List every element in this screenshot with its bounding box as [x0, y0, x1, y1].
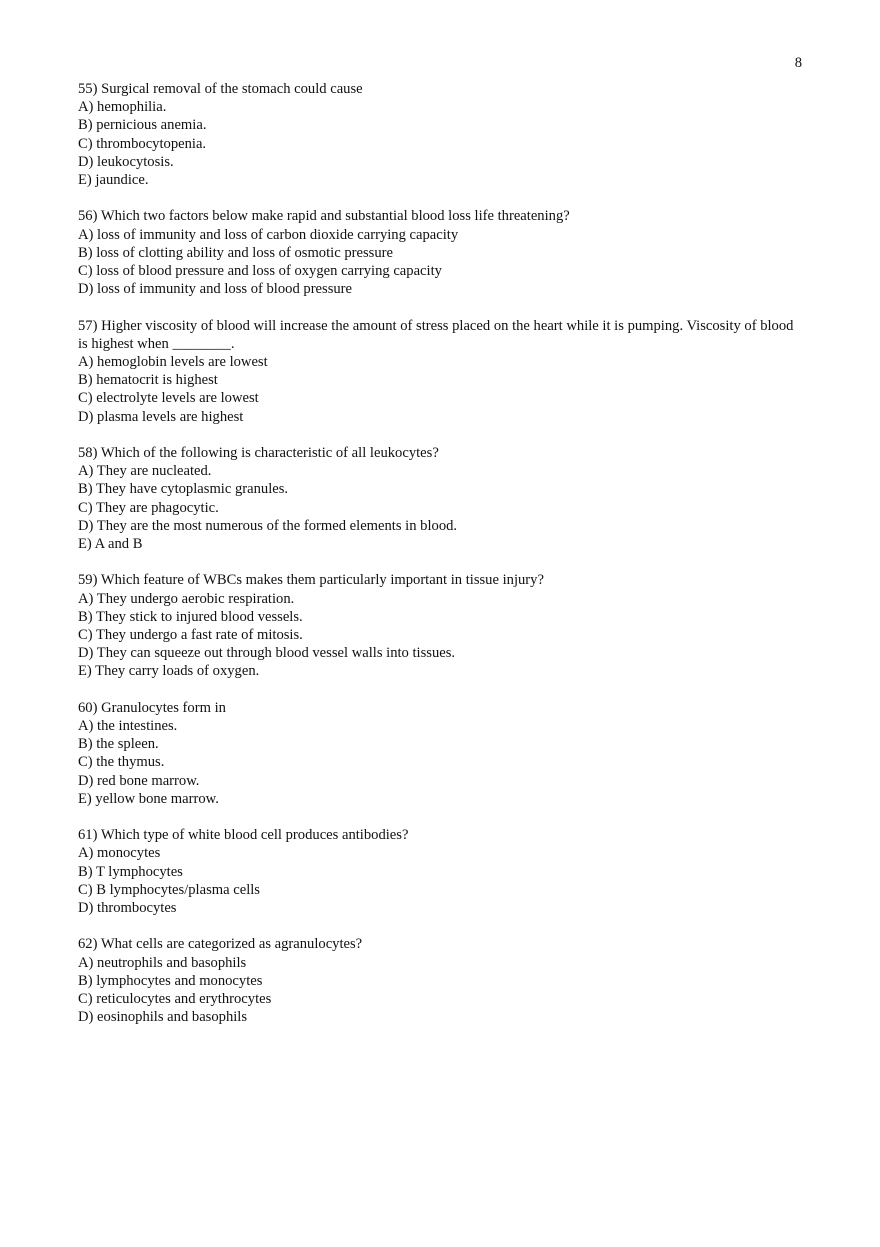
answer-option: E) yellow bone marrow.: [78, 790, 219, 807]
question-58: [78, 444, 800, 553]
answer-option: C) thrombocytopenia.: [78, 135, 207, 152]
answer-options: [78, 954, 800, 1027]
answer-option: A) monocytes: [78, 845, 161, 862]
answer-option: A) the intestines.: [78, 718, 178, 735]
answer-options: [78, 590, 800, 681]
question-stem: 55) Surgical removal of the stomach could cause: [78, 81, 363, 97]
answer-option: B) lymphocytes and monocytes: [78, 972, 263, 989]
question-60: [78, 699, 800, 808]
answer-option: B) the spleen.: [78, 736, 159, 753]
question-stem: 61) Which type of white blood cell produces antibodies?: [78, 827, 409, 844]
answer-option: B) hematocrit is highest: [78, 372, 218, 389]
answer-option: C) loss of blood pressure and loss of oxygen carrying capacity: [78, 263, 442, 280]
answer-option: B) loss of clotting ability and loss of osmotic pressure: [78, 244, 393, 261]
answer-option: D) leukocytosis.: [78, 153, 174, 170]
answer-option: D) loss of immunity and loss of blood pressure: [78, 281, 353, 298]
question-list: [78, 80, 800, 1045]
answer-option: D) They are the most numerous of the formed elements in blood.: [78, 517, 458, 534]
answer-option: E) jaundice.: [78, 172, 149, 189]
answer-options: [78, 226, 800, 299]
question-57: [78, 317, 800, 426]
answer-option: B) T lymphocytes: [78, 863, 183, 880]
answer-option: C) electrolyte levels are lowest: [78, 390, 259, 407]
answer-option: E) They carry loads of oxygen.: [78, 663, 260, 680]
answer-option: D) eosinophils and basophils: [78, 1009, 248, 1026]
question-stem: 62) What cells are categorized as agranulocytes?: [78, 936, 363, 953]
question-stem: 60) Granulocytes form in: [78, 699, 226, 716]
answer-option: D) They can squeeze out through blood vessel walls into tissues.: [78, 645, 456, 662]
question-stem: 59) Which feature of WBCs makes them particularly important in tissue injury?: [78, 572, 544, 589]
answer-options: [78, 844, 800, 917]
question-stem: 58) Which of the following is characteristic of all leukocytes?: [78, 445, 439, 462]
answer-option: C) They undergo a fast rate of mitosis.: [78, 627, 303, 644]
question-stem: 57) Higher viscosity of blood will increase the amount of stress placed on the heart while it is pumping. Viscosity of blood is highest when ________.: [78, 317, 794, 352]
question-56: [78, 207, 800, 298]
answer-option: C) reticulocytes and erythrocytes: [78, 991, 272, 1008]
answer-option: D) red bone marrow.: [78, 772, 200, 789]
question-61: [78, 826, 800, 917]
answer-option: A) loss of immunity and loss of carbon dioxide carrying capacity: [78, 226, 459, 243]
answer-options: [78, 98, 800, 189]
answer-option: C) the thymus.: [78, 754, 165, 771]
question-55: [78, 80, 800, 189]
answer-option: A) They are nucleated.: [78, 463, 212, 480]
answer-option: B) pernicious anemia.: [78, 117, 207, 134]
question-stem: 56) Which two factors below make rapid and substantial blood loss life threatening?: [78, 208, 570, 225]
page-number: 8: [794, 55, 802, 71]
answer-option: E) A and B: [78, 536, 143, 553]
answer-option: C) They are phagocytic.: [78, 499, 219, 516]
answer-option: A) neutrophils and basophils: [78, 954, 247, 971]
answer-option: D) plasma levels are highest: [78, 408, 244, 425]
answer-option: B) They have cytoplasmic granules.: [78, 481, 289, 498]
question-62: [78, 935, 800, 1026]
answer-options: [78, 462, 800, 553]
answer-option: A) They undergo aerobic respiration.: [78, 590, 295, 607]
answer-option: C) B lymphocytes/plasma cells: [78, 881, 260, 898]
answer-option: D) thrombocytes: [78, 900, 177, 917]
answer-option: A) hemophilia.: [78, 99, 167, 116]
question-59: [78, 571, 800, 680]
answer-option: B) They stick to injured blood vessels.: [78, 608, 303, 625]
answer-options: [78, 353, 800, 426]
answer-option: A) hemoglobin levels are lowest: [78, 354, 268, 371]
answer-options: [78, 717, 800, 808]
